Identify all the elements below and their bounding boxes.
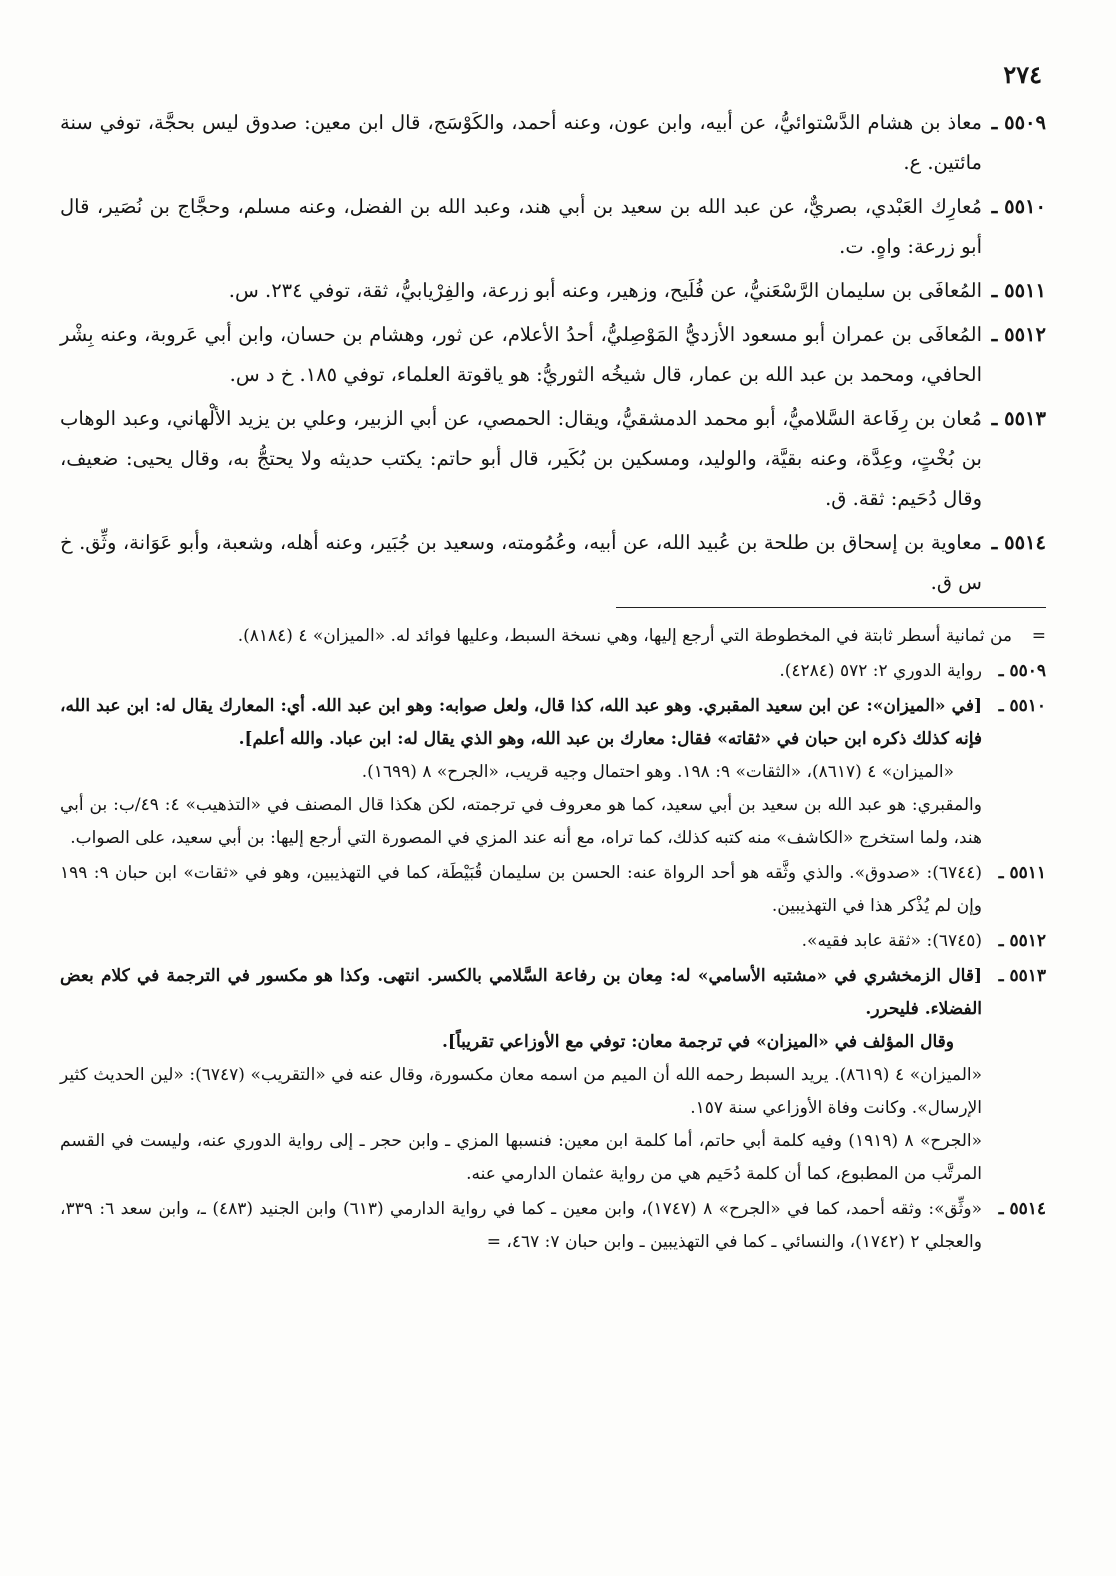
footnote-paragraph: [في «الميزان»: عن ابن سعيد المقبري. وهو عبد الله، كذا قال، ولعل صوابه: وهو ابن عبد الله. أي: المعارك يقال له: ابن عبد الله، فإنه كذلك ذكره ابن حبان في «ثقاته» فقال: معارك بن عبد الله، وهو الذي يقال له: ابن عباد. والله أعلم]. xyxy=(60,696,982,749)
entry xyxy=(60,271,1046,311)
entry-text: المُعافَى بن عمران أبو مسعود الأزديُّ المَوْصِليُّ، أحدُ الأعلام، عن ثور، وهشام بن حسان، وابن أبي عَروبة، وعنه بِشْر الحافي، ومحمد بن عبد الله بن عمار، قال شيخُه الثوريُّ: هو ياقوتة العلماء، توفي ١٨٥. خ د س. xyxy=(60,323,982,386)
footnote-number: ٥٥١٤ ـ xyxy=(998,1199,1046,1219)
entry-text: المُعافَى بن سليمان الرَّسْعَنيُّ، عن فُلَيح، وزهير، وعنه أبو زرعة، والفِرْيابيُّ، ثقة، توفي ٢٣٤. س. xyxy=(228,279,982,302)
footnote xyxy=(60,690,1046,855)
footnote-separator xyxy=(616,607,1046,608)
footnote-paragraph: [قال الزمخشري في «مشتبه الأسامي» له: مِعان بن رفاعة السَّلامي بالكسر. انتهى. وكذا هو مكسور في الترجمة في كلام بعض الفضلاء. فليحرر. xyxy=(60,966,982,1019)
entry-number: ٥٥٠٩ ـ xyxy=(991,111,1046,134)
footnote-paragraph: «الميزان» ٤ (٨٦١٩). يريد السبط رحمه الله أن الميم من اسمه معان مكسورة، وقال عنه في «التقريب» (٦٧٤٧): «لين الحديث كثير الإرسال». وكانت وفاة الأوزاعي سنة ١٥٧. xyxy=(60,1065,982,1118)
entry-number: ٥٥١٢ ـ xyxy=(991,323,1046,346)
entry xyxy=(60,103,1046,183)
entry xyxy=(60,523,1046,603)
entry-number: ٥٥١١ ـ xyxy=(991,279,1046,302)
footnote-number: ٥٥١٣ ـ xyxy=(998,966,1046,986)
main-entries xyxy=(60,103,1046,603)
entry-number: ٥٥١٤ ـ xyxy=(991,531,1046,554)
footnote-paragraph: «الجرح» ٨ (١٩١٩) وفيه كلمة أبي حاتم، أما كلمة ابن معين: فنسبها المزي ـ وابن حجر ـ إلى رواية الدوري عنه، وليست في القسم المرتَّب من المطبوع، كما أن كلمة دُحَيم هي من رواية عثمان الدارمي عنه. xyxy=(60,1131,982,1184)
entry xyxy=(60,399,1046,519)
entry-number: ٥٥١٠ ـ xyxy=(991,195,1046,218)
footnote-list xyxy=(60,655,1046,1259)
footnote xyxy=(60,1193,1046,1259)
footnote-number: ٥٥١٢ ـ xyxy=(998,931,1046,951)
footnote-paragraph: وقال المؤلف في «الميزان» في ترجمة معان: توفي مع الأوزاعي تقريباً]. xyxy=(442,1032,954,1052)
footnote-paragraph: والمقبري: هو عبد الله بن سعيد بن أبي سعيد، كما هو معروف في ترجمته، لكن هكذا قال المصنف في «التذهيب» ٤: ٤٩/ب: بن أبي هند، ولما استخرج «الكاشف» منه كتبه كذلك، كما تراه، مع أنه عند المزي في المصورة التي أرجع إليها: بن أبي سعيد، على الصواب. xyxy=(60,795,982,848)
continuation-marker: = xyxy=(1031,626,1046,646)
footnote-paragraph: رواية الدوري ٢: ٥٧٢ (٤٢٨٤). xyxy=(779,661,982,681)
footnote xyxy=(60,925,1046,958)
continuation-text: من ثمانية أسطر ثابتة في المخطوطة التي أرجع إليها، وهي نسخة السبط، وعليها فوائد له. «الميزان» ٤ (٨١٨٤). xyxy=(237,626,1012,646)
footnote xyxy=(60,857,1046,923)
footnote xyxy=(60,960,1046,1191)
footnote-paragraph: «وثِّق»: وثقه أحمد، كما في «الجرح» ٨ (١٧٤٧)، وابن معين ـ كما في رواية الدارمي (٦١٣) وابن الجنيد (٤٨٣) ـ، وابن سعد ٦: ٣٣٩، والعجلي ٢ (١٧٤٢)، والنسائي ـ كما في التهذيبين ـ وابن حبان ٧: ٤٦٧، = xyxy=(60,1199,982,1252)
footnote-number: ٥٥١١ ـ xyxy=(998,863,1046,883)
footnote-number: ٥٥١٠ ـ xyxy=(998,696,1046,716)
footnote-paragraph: «الميزان» ٤ (٨٦١٧)، «الثقات» ٩: ١٩٨. وهو احتمال وجيه قريب، «الجرح» ٨ (١٦٩٩). xyxy=(361,762,954,782)
footnote-continuation xyxy=(60,620,1046,653)
entry-text: معاذ بن هشام الدَّسْتوائيُّ، عن أبيه، وابن عون، وعنه أحمد، والكَوْسَج، قال ابن معين: صدوق ليس بحجَّة، توفي سنة مائتين. ع. xyxy=(60,111,982,174)
page-number: ٢٧٤ xyxy=(1003,60,1042,89)
entry-number: ٥٥١٣ ـ xyxy=(991,407,1046,430)
entry xyxy=(60,187,1046,267)
entry-text: مُعارِك العَبْدي، بصريٌّ، عن عبد الله بن سعيد بن أبي هند، وعبد الله بن الفضل، وعنه مسلم، وحجَّاج بن نُصَير، قال أبو زرعة: واهٍ. ت. xyxy=(60,195,982,258)
footnotes xyxy=(60,620,1046,1259)
entry-text: مُعان بن رِفَاعة السَّلاميُّ، أبو محمد الدمشقيُّ، ويقال: الحمصي، عن أبي الزبير، وعلي بن يزيد الألْهاني، وعبد الوهاب بن بُخْتٍ، وعِدَّة، وعنه بقيَّة، والوليد، ومسكين بن بُكَير، قال أبو حاتم: يكتب حديثه ولا يحتجُّ به، وقال يحيى: ضعيف، وقال دُحَيم: ثقة. ق. xyxy=(60,407,982,510)
footnote-paragraph: (٦٧٤٤): «صدوق». والذي وثَّقه هو أحد الرواة عنه: الحسن بن سليمان قُبَيْطَة، كما في التهذيبين، وهو في «ثقات» ابن حبان ٩: ١٩٩ وإن لم يُذْكر هذا في التهذيبين. xyxy=(60,863,982,916)
entry-text: معاوية بن إسحاق بن طلحة بن عُبيد الله، عن أبيه، وعُمُومته، وسعيد بن جُبَير، وعنه أهله، وشعبة، وأبو عَوَانة، وثِّق. خ س ق. xyxy=(60,531,982,594)
entry xyxy=(60,315,1046,395)
footnote-number: ٥٥٠٩ ـ xyxy=(998,661,1046,681)
footnote xyxy=(60,655,1046,688)
footnote-paragraph: (٦٧٤٥): «ثقة عابد فقيه». xyxy=(801,931,982,951)
